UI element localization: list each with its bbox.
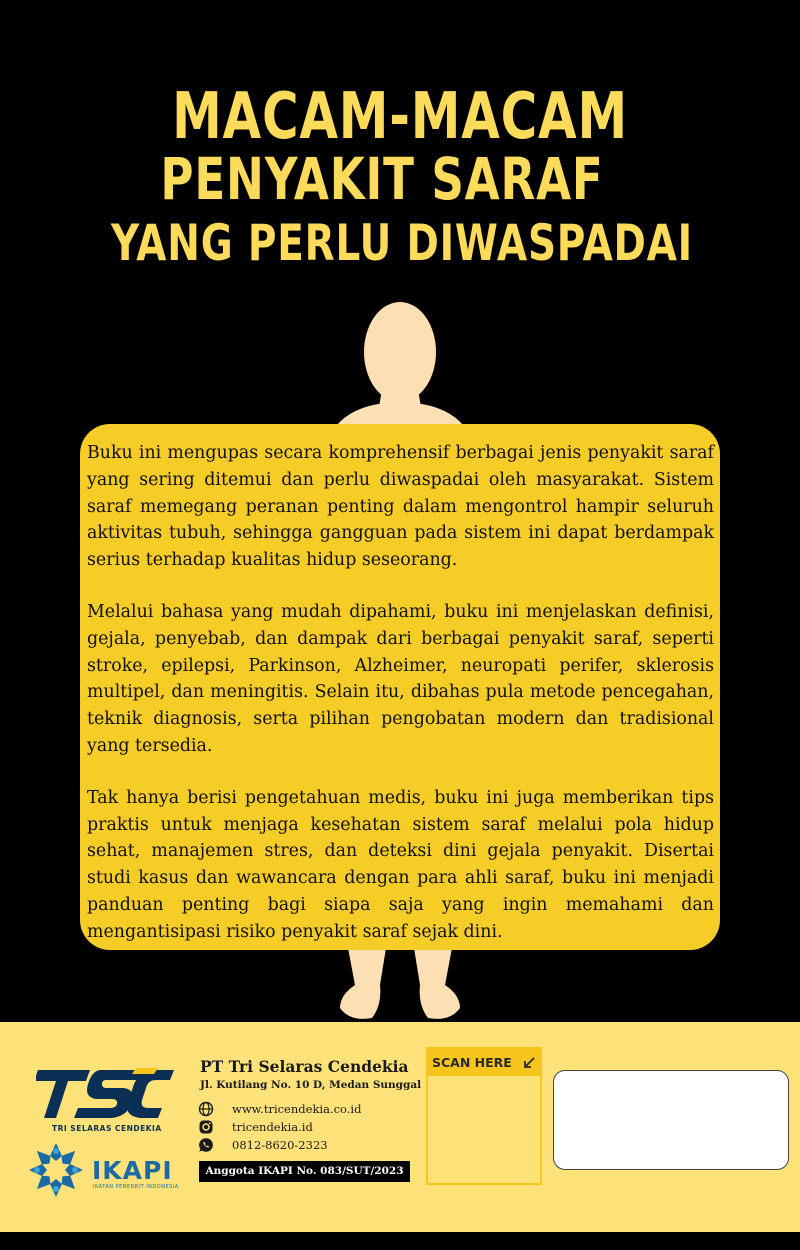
synopsis-box xyxy=(80,424,720,950)
tsc-logo xyxy=(36,1064,176,1124)
barcode-placeholder-box xyxy=(553,1070,789,1170)
globe-icon xyxy=(198,1101,214,1117)
publisher-name: PT Tri Selaras Cendekia xyxy=(200,1057,409,1076)
bottom-bar xyxy=(0,1232,800,1250)
instagram-icon xyxy=(198,1119,214,1135)
publisher-address: Jl. Kutilang No. 10 D, Medan Sunggal xyxy=(200,1079,422,1091)
whatsapp-icon xyxy=(198,1137,214,1153)
instagram-text[interactable]: tricendekia.id xyxy=(232,1120,313,1134)
ikapi-membership-badge: Anggota IKAPI No. 083/SUT/2023 xyxy=(199,1161,410,1182)
synopsis-paragraph-1: Buku ini mengupas secara komprehensif berbagai jenis penyakit saraf yang sering ditemui dan perlu diwaspadai oleh masyarakat. Sistem saraf memegang peranan penting dalam mengontrol hampir seluruh aktivitas tubuh, sehingga gangguan pada sistem ini dapat berdampak serius terhadap kualitas hidup seseorang. xyxy=(87,443,714,571)
ikapi-emblem xyxy=(26,1141,86,1199)
tsc-logo-name: TRI SELARAS CENDEKIA xyxy=(52,1124,162,1133)
ikapi-logo-text: IKAPI xyxy=(92,1156,173,1185)
title-line-2: PENYAKIT SARAF xyxy=(160,145,604,213)
website-text[interactable]: www.tricendekia.co.id xyxy=(232,1102,362,1116)
scan-here-label: SCAN HERE xyxy=(432,1055,512,1070)
synopsis-paragraph-3: Tak hanya berisi pengetahuan medis, buku ini juga memberikan tips praktis untuk menjaga kesehatan sistem saraf melalui pola hidup sehat, manajemen stres, dan deteksi dini gejala penyakit. Disertai studi kasus dan wawancara dengan para ahli saraf, buku ini menjadi panduan penting bagi siapa saja yang ingin memahami dan mengantisipasi risiko penyakit saraf sejak dini. xyxy=(87,787,714,942)
whatsapp-text[interactable]: 0812-8620-2323 xyxy=(232,1138,328,1152)
arrow-down-left-icon xyxy=(522,1056,536,1070)
ikapi-logo-subtitle: IKATAN PENERBIT INDONESIA xyxy=(93,1184,179,1190)
title-line-3: YANG PERLU DIWASPADAI xyxy=(111,214,693,272)
title-line-1: MACAM-MACAM xyxy=(172,80,628,154)
synopsis-paragraph-2: Melalui bahasa yang mudah dipahami, buku ini menjelaskan definisi, gejala, penyebab, dan dampak dari berbagai penyakit saraf, seperti stroke, epilepsi, Parkinson, Alzheimer, neuropati perifer, sklerosis multipel, dan meningitis. Selain itu, dibahas pula metode pencegahan, teknik diagnosis, serta pilihan pengobatan modern dan tradisional yang tersedia. xyxy=(87,601,714,756)
